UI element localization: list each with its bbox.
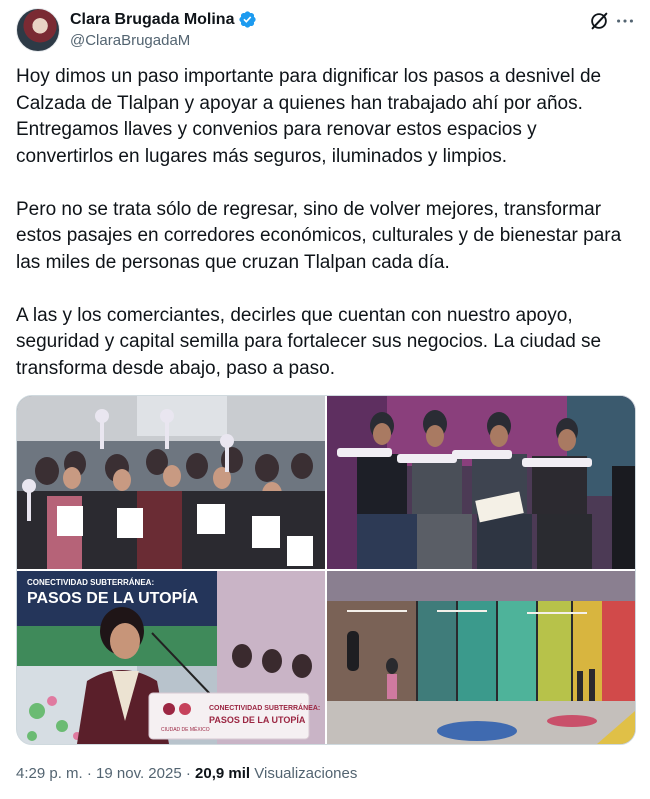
tweet-header (16, 8, 636, 54)
more-dots-icon (614, 10, 636, 32)
photo-4-image (327, 571, 635, 744)
media-grid (16, 395, 636, 745)
podium-logo-text: CIUDAD DE MÉXICO (161, 727, 210, 733)
tweet-line: transforma desde abajo, paso a paso. (16, 357, 335, 379)
tweet-time[interactable]: 4:29 p. m. (16, 765, 83, 782)
tweet-line: Calzada de Tlalpan y apoyar a quienes han trabajado ahí por años. (16, 92, 583, 114)
photo-2-image (327, 396, 635, 569)
meta-separator: · (181, 765, 196, 782)
verified-badge-icon (238, 10, 257, 29)
tweet-line: seguridad y capital semilla para fortalecer sus negocios. La ciudad se (16, 331, 602, 352)
photo-underpass-rendering[interactable] (327, 571, 635, 744)
tweet-line: Pero no se trata sólo de regresar, sino de volver mejores, transformar (16, 198, 602, 220)
tweet-date[interactable]: 19 nov. 2025 (96, 765, 182, 782)
tweet-text (16, 64, 636, 382)
author-display-name[interactable]: Clara Brugada Molina (70, 10, 235, 28)
avatar[interactable] (16, 8, 60, 52)
grok-slash-icon (588, 10, 610, 32)
tweet-line: Entregamos llaves y convenios para renovar estos espacios y (16, 119, 537, 140)
photo-group-with-keys[interactable] (17, 396, 325, 569)
grok-button[interactable] (588, 10, 610, 32)
tweet-line: las miles de personas que cruzan Tlalpan cada día. (16, 251, 450, 273)
tweet-line: Hoy dimos un paso importante para dignificar los pasos a desnivel de (16, 66, 602, 87)
tweet-paragraph-1 (16, 64, 636, 170)
podium-text-line1: CONECTIVIDAD SUBTERRÁNEA: (209, 705, 321, 712)
tweet-line: estos pasajes en corredores económicos, culturales y de bienestar para (16, 225, 622, 246)
podium-text-line2: PASOS DE LA UTOPÍA (209, 715, 306, 725)
tweet-line: A las y los comerciantes, decirles que cuentan con nuestro apoyo, (16, 304, 573, 326)
photo-1-image (17, 396, 325, 569)
screen-text-line2: PASOS DE LA UTOPÍA (27, 590, 199, 607)
more-options-button[interactable] (614, 10, 636, 32)
views-label: Visualizaciones (254, 765, 358, 782)
photo-seated-merchants-with-keys[interactable] (327, 396, 635, 569)
tweet-line: convertirlos en lugares más seguros, iluminados y limpios. (16, 145, 508, 167)
author-name-row (70, 10, 257, 29)
author-handle[interactable]: @ClaraBrugadaM (70, 32, 191, 49)
screen-text-line1: CONECTIVIDAD SUBTERRÁNEA: (27, 578, 155, 587)
meta-separator: · (82, 765, 97, 782)
tweet-paragraph-2 (16, 197, 636, 277)
views-count: 20,9 mil (195, 765, 251, 782)
photo-3-image (17, 571, 325, 744)
tweet-meta (16, 765, 357, 782)
tweet-paragraph-3 (16, 303, 636, 383)
photo-speaker-at-podium[interactable] (17, 571, 325, 744)
